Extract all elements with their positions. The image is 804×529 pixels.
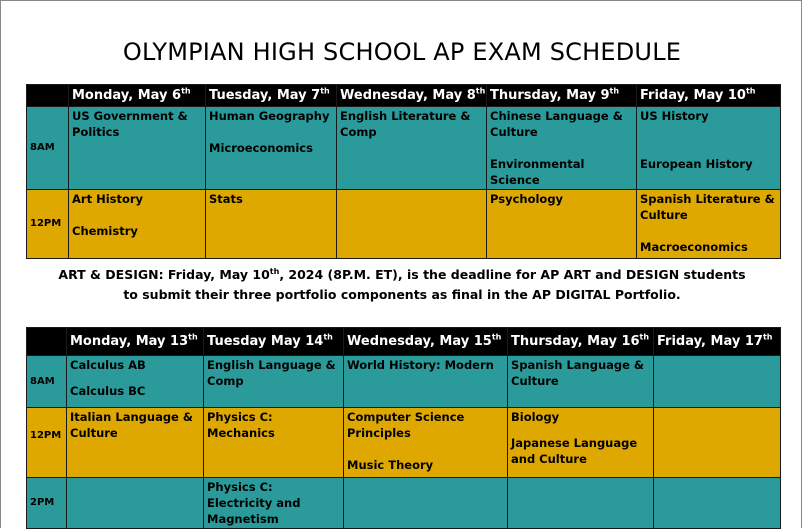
exam-name: Human Geography <box>209 109 330 123</box>
week2-day-header: Tuesday May 14th <box>204 328 344 356</box>
exam-cell <box>204 478 344 529</box>
exam-name: English Language & Comp <box>207 358 336 388</box>
week2-header-row <box>27 328 781 356</box>
week1-header-row <box>27 85 781 107</box>
exam-name: World History: Modern <box>347 358 494 372</box>
note-line-2: to submit their three portfolio components as final in the AP DIGITAL Portfolio. <box>123 287 681 302</box>
time-label: 8AM <box>27 356 67 408</box>
week1-day-header: Wednesday, May 8th <box>337 85 487 107</box>
week2-day-header: Monday, May 13th <box>67 328 204 356</box>
week2-corner-cell <box>27 328 67 356</box>
exam-name: Environmental Science <box>490 157 585 187</box>
exam-name: US History <box>640 109 709 123</box>
exam-cell <box>487 190 637 259</box>
exam-cell <box>69 107 206 190</box>
exam-cell <box>69 190 206 259</box>
exam-name: Japanese Language and Culture <box>511 436 638 466</box>
time-label: 12PM <box>27 190 69 259</box>
week1-schedule-table <box>26 84 781 259</box>
exam-name: Psychology <box>490 192 564 206</box>
week1-row-12pm <box>27 190 781 259</box>
exam-name: Spanish Literature & Culture <box>640 192 775 222</box>
exam-cell <box>508 478 654 529</box>
exam-cell <box>344 408 508 478</box>
exam-cell <box>487 107 637 190</box>
exam-name: Calculus AB <box>70 358 146 372</box>
time-label: 12PM <box>27 408 67 478</box>
exam-cell <box>637 190 781 259</box>
exam-cell <box>508 408 654 478</box>
week1-row-8am <box>27 107 781 190</box>
exam-name: Physics C: Electricity and Magnetism <box>207 480 301 526</box>
week2-day-header: Friday, May 17th <box>654 328 781 356</box>
exam-name: Music Theory <box>347 458 434 472</box>
exam-name: US Government & Politics <box>72 109 188 139</box>
exam-cell <box>206 190 337 259</box>
note-line-1: ART & DESIGN: Friday, May 10th, 2024 (8P.M. ET), is the deadline for AP ART and DESIGN students <box>58 266 746 282</box>
week2-day-header: Wednesday, May 15th <box>344 328 508 356</box>
exam-cell <box>204 408 344 478</box>
exam-cell <box>344 478 508 529</box>
exam-name: Calculus BC <box>70 384 146 398</box>
exam-cell <box>67 478 204 529</box>
exam-name: English Literature & Comp <box>340 109 471 139</box>
time-label: 8AM <box>27 107 69 190</box>
exam-name: Chemistry <box>72 224 138 238</box>
exam-name: Computer Science Principles <box>347 410 465 440</box>
page-title: OLYMPIAN HIGH SCHOOL AP EXAM SCHEDULE <box>122 38 682 66</box>
week2-schedule-table <box>26 327 781 529</box>
exam-name: European History <box>640 157 753 171</box>
exam-cell <box>337 190 487 259</box>
exam-cell <box>204 356 344 408</box>
week2-day-header: Thursday, May 16th <box>508 328 654 356</box>
week1-day-header: Friday, May 10th <box>637 85 781 107</box>
exam-name: Chinese Language & Culture <box>490 109 623 139</box>
exam-name: Physics C: Mechanics <box>207 410 275 440</box>
exam-cell <box>637 107 781 190</box>
week2-row-2pm <box>27 478 781 529</box>
exam-cell <box>654 408 781 478</box>
week2-row-8am <box>27 356 781 408</box>
week1-day-header: Tuesday, May 7th <box>206 85 337 107</box>
week2-row-12pm <box>27 408 781 478</box>
exam-cell <box>206 107 337 190</box>
week1-day-header: Monday, May 6th <box>69 85 206 107</box>
time-label: 2PM <box>27 478 67 529</box>
exam-name: Italian Language & Culture <box>70 410 193 440</box>
exam-cell <box>654 478 781 529</box>
exam-cell <box>508 356 654 408</box>
exam-name: Macroeconomics <box>640 240 748 254</box>
exam-name: Stats <box>209 192 243 206</box>
exam-cell <box>654 356 781 408</box>
exam-cell <box>337 107 487 190</box>
exam-name: Microeconomics <box>209 141 313 155</box>
exam-cell <box>344 356 508 408</box>
exam-cell <box>67 408 204 478</box>
exam-name: Art History <box>72 192 144 206</box>
exam-name: Biology <box>511 410 560 424</box>
art-design-deadline-note <box>0 265 804 305</box>
exam-name: Spanish Language & Culture <box>511 358 644 388</box>
week1-corner-cell <box>27 85 69 107</box>
exam-cell <box>67 356 204 408</box>
week1-day-header: Thursday, May 9th <box>487 85 637 107</box>
